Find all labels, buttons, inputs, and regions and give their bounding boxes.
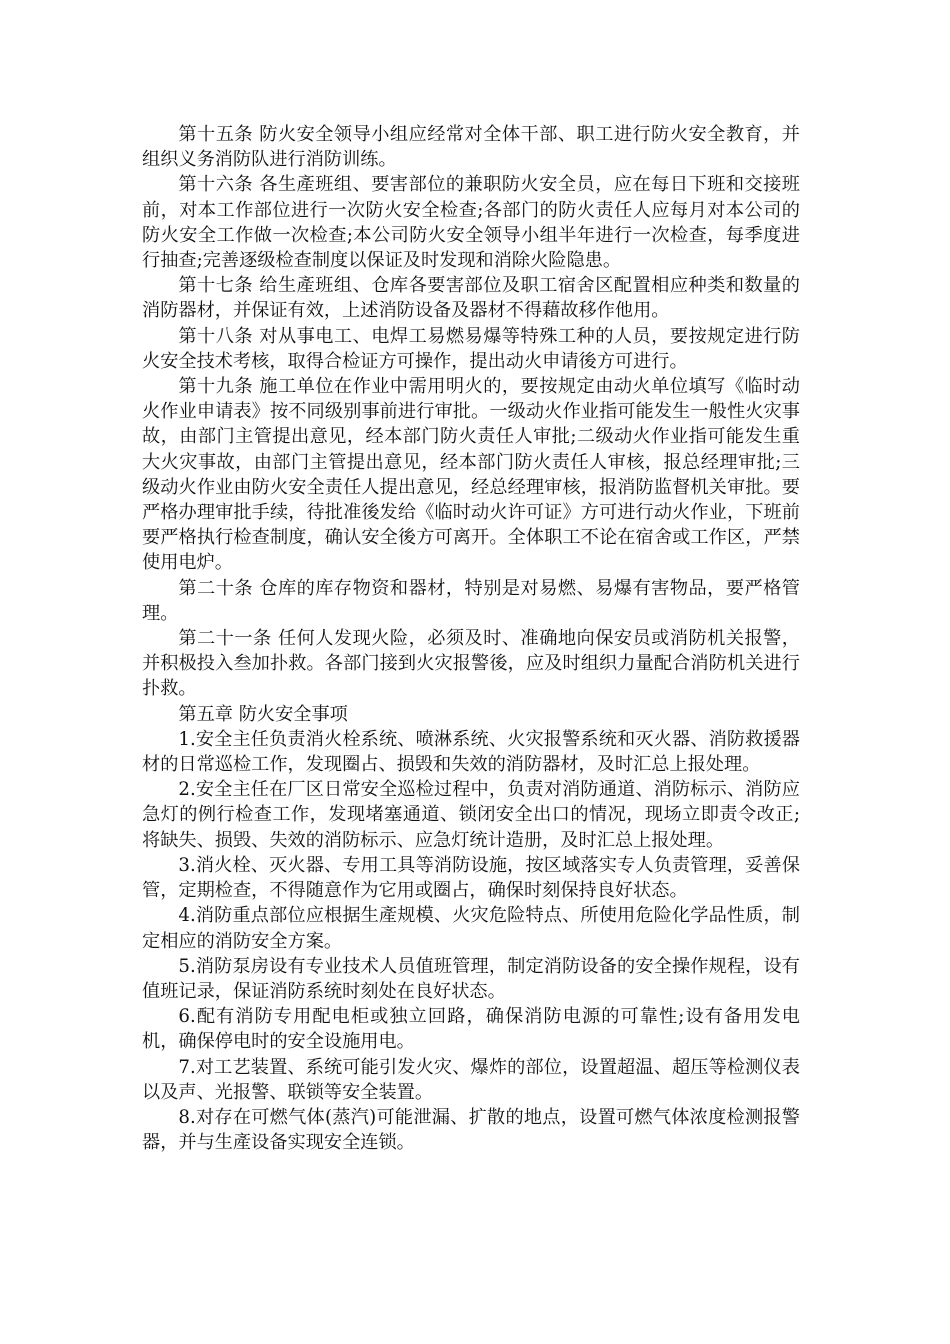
- article-17: 第十七条 给生產班组、仓库各要害部位及职工宿舍区配置相应种类和数量的消防器材，并保证有效，上述消防设备及器材不得藉故移作他用。: [142, 275, 800, 322]
- document-page: [142, 122, 800, 1155]
- item-4: 4.消防重点部位应根据生產规模、火灾危险特点、所使用危险化学品性质，制定相应的消防安全方案。: [142, 905, 800, 952]
- article-20: 第二十条 仓库的库存物资和器材，特别是对易燃、易爆有害物品，要严格管理。: [142, 577, 800, 624]
- item-6: 6.配有消防专用配电柜或独立回路，确保消防电源的可靠性;设有备用发电机，确保停电时的安全设施用电。: [142, 1006, 800, 1053]
- chapter-heading: 第五章 防火安全事项: [178, 703, 348, 725]
- article-16: 第十六条 各生產班组、要害部位的兼职防火安全员，应在每日下班和交接班前，对本工作部位进行一次防火安全检查;各部门的防火责任人应每月对本公司的防火安全工作做一次检查;本公司防火安全领导小组半年进行一次检查，每季度进行抽查;完善逐级检查制度以保证及时发现和消除火险隐患。: [142, 174, 800, 272]
- item-2: 2.安全主任在厂区日常安全巡检过程中，负责对消防通道、消防标示、消防应急灯的例行检查工作，发现堵塞通道、锁闭安全出口的情况，现场立即责令改正;将缺失、损毁、失效的消防标示、应急灯统计造册，及时汇总上报处理。: [142, 779, 800, 851]
- article-19: 第十九条 施工单位在作业中需用明火的，要按规定由动火单位填写《临时动火作业申请表》按不同级别事前进行审批。一级动火作业指可能发生一般性火灾事故，由部门主管提出意见，经本部门防火责任人审批;二级动火作业指可能发生重大火灾事故，由部门主管提出意见，经本部门防火责任人审核，报总经理审批;三级动火作业由防火安全责任人提出意见，经总经理审核，报消防监督机关审批。要严格办理审批手续，待批准後发给《临时动火许可证》方可进行动火作业，下班前要严格执行检查制度，确认安全後方可离开。全体职工不论在宿舍或工作区，严禁使用电炉。: [142, 376, 800, 574]
- article-18: 第十八条 对从事电工、电焊工易燃易爆等特殊工种的人员，要按规定进行防火安全技术考核，取得合检证方可操作，提出动火申请後方可进行。: [142, 325, 800, 372]
- item-7: 7.对工艺装置、系统可能引发火灾、爆炸的部位，设置超温、超压等检测仪表以及声、光报警、联锁等安全装置。: [142, 1056, 800, 1103]
- item-1: 1.安全主任负责消火栓系统、喷淋系统、火灾报警系统和灭火器、消防救援器材的日常巡检工作，发现圈占、损毁和失效的消防器材，及时汇总上报处理。: [142, 728, 800, 776]
- item-8: 8.对存在可燃气体(蒸汽)可能泄漏、扩散的地点，设置可燃气体浓度检测报警器，并与生產设备实现安全连锁。: [142, 1106, 800, 1154]
- item-3: 3.消火栓、灭火器、专用工具等消防设施，按区域落实专人负责管理，妥善保管，定期检查，不得随意作为它用或圈占，确保时刻保持良好状态。: [142, 854, 800, 902]
- item-5: 5.消防泵房设有专业技术人员值班管理，制定消防设备的安全操作规程，设有值班记录，保证消防系统时刻处在良好状态。: [142, 955, 800, 1002]
- article-21: 第二十一条 任何人发现火险，必须及时、准确地向保安员或消防机关报警，并积极投入叁加扑救。各部门接到火灾报警後，应及时组织力量配合消防机关进行扑救。: [142, 628, 800, 700]
- article-15: 第十五条 防火安全领导小组应经常对全体干部、职工进行防火安全教育，并组织义务消防队进行消防训练。: [142, 124, 800, 171]
